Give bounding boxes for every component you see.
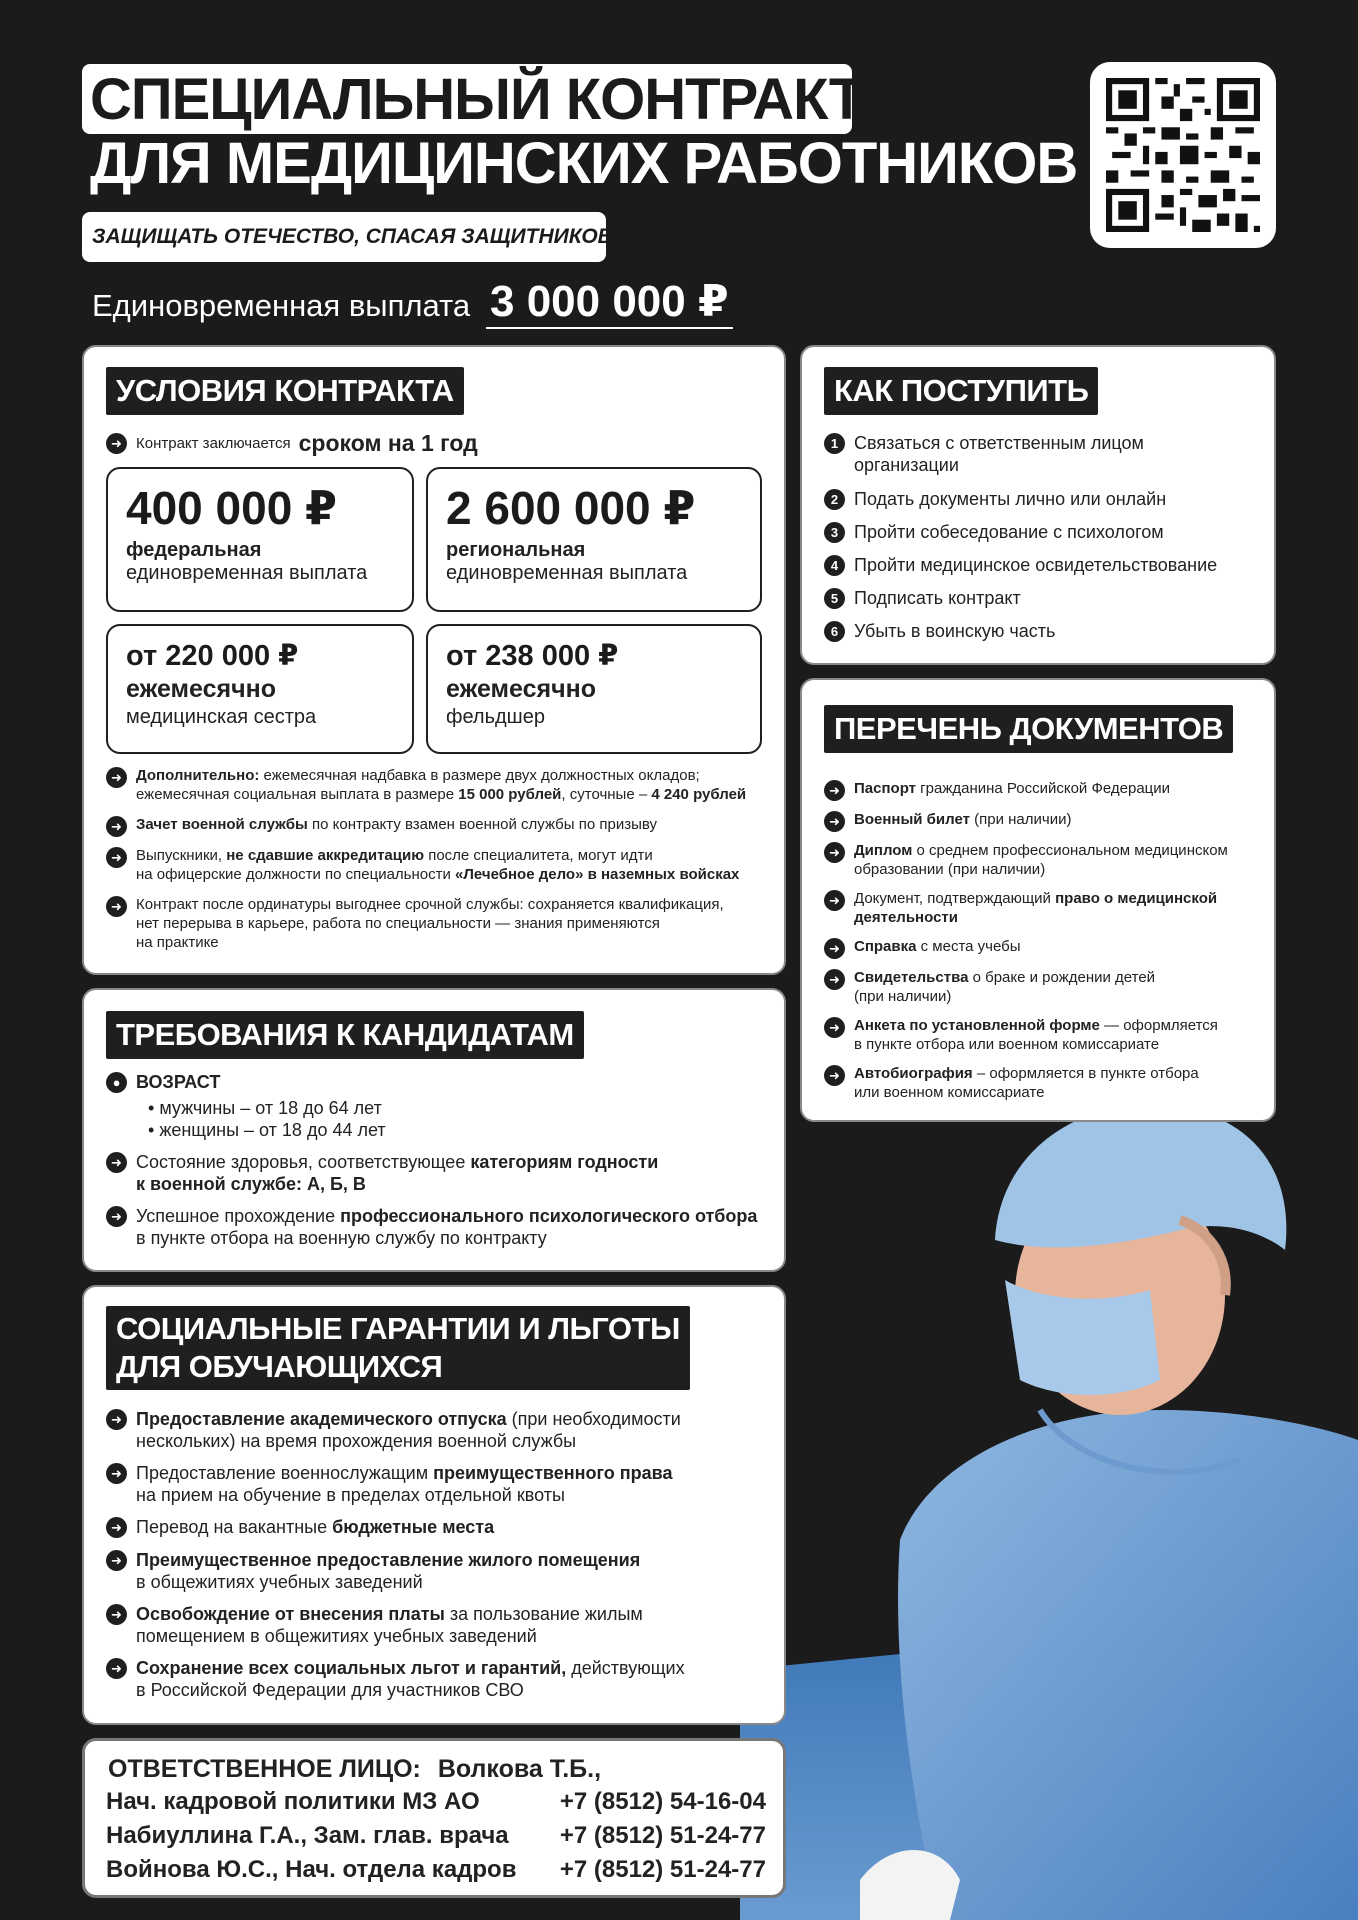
- doc-item: ➜ Военный билет (при наличии): [824, 810, 1264, 832]
- payment-value: 3 000 000 ₽: [486, 276, 733, 329]
- step-4: 4 Пройти медицинское освидетельствование: [824, 554, 1217, 576]
- conditions-title: УСЛОВИЯ КОНТРАКТА: [106, 367, 464, 415]
- social-item: ➜ Сохранение всех социальных льгот и гарантий, действующих в Российской Федерации для участников СВО: [106, 1657, 776, 1701]
- contact-row: Нач. кадровой политики МЗ АО +7 (8512) 54-16-04: [106, 1788, 766, 1815]
- number-4-icon: 4: [824, 555, 845, 576]
- number-5-icon: 5: [824, 588, 845, 609]
- number-2-icon: 2: [824, 489, 845, 510]
- arrow-icon: ➜: [824, 780, 845, 801]
- social-item: ➜ Преимущественное предоставление жилого помещения в общежитиях учебных заведений: [106, 1549, 776, 1593]
- arrow-icon: ➜: [106, 1604, 127, 1625]
- salary-box-paramedic: от 238 000 ₽ ежемесячно фельдшер: [426, 624, 762, 754]
- qr-code-icon: [1106, 78, 1260, 232]
- doc-item: ➜ Анкета по установленной форме — оформляется в пункте отбора или военном комиссариате: [824, 1016, 1264, 1054]
- contacts-heading: ОТВЕТСТВЕННОЕ ЛИЦО: Волкова Т.Б.,: [108, 1755, 602, 1783]
- title-line2: ДЛЯ МЕДИЦИНСКИХ РАБОТНИКОВ: [90, 131, 1078, 196]
- number-3-icon: 3: [824, 522, 845, 543]
- social-item: ➜ Перевод на вакантные бюджетные места: [106, 1516, 776, 1538]
- social-item: ➜ Освобождение от внесения платы за пользование жилым помещением в общежитиях учебных заведений: [106, 1603, 776, 1647]
- doc-item: ➜ Свидетельства о браке и рождении детей (при наличии): [824, 968, 1264, 1006]
- salary-box-nurse: от 220 000 ₽ ежемесячно медицинская сестра: [106, 624, 414, 754]
- arrow-icon: ➜: [106, 1409, 127, 1430]
- contact-row: Набиуллина Г.А., Зам. глав. врача +7 (8512) 51-24-77: [106, 1822, 766, 1849]
- note-residency: ➜ Контракт после ординатуры выгоднее срочной службы: сохраняется квалификация, нет перерыва в карьере, работа по специальности — знания применяются на практике: [106, 895, 776, 952]
- psych-requirement: ➜ Успешное прохождение профессионального психологического отбора в пункте отбора на военную службу по контракту: [106, 1205, 776, 1249]
- social-item: ➜ Предоставление военнослужащим преимущественного права на прием на обучение в пределах отдельной квоты: [106, 1462, 776, 1506]
- arrow-icon: ➜: [106, 433, 127, 454]
- arrow-icon: ➜: [106, 1517, 127, 1538]
- age-women: • женщины – от 18 до 44 лет: [148, 1120, 386, 1140]
- arrow-icon: ➜: [106, 1658, 127, 1679]
- note-graduates: ➜ Выпускники, не сдавшие аккредитацию после специалитета, могут идти на офицерские должности по специальности «Лечебное дело» в наземных войсках: [106, 846, 776, 884]
- step-6: 6 Убыть в воинскую часть: [824, 620, 1055, 642]
- doc-item: ➜ Диплом о среднем профессиональном медицинском образовании (при наличии): [824, 841, 1264, 879]
- social-item: ➜ Предоставление академического отпуска (при необходимости нескольких) на время прохождения военной службы: [106, 1408, 776, 1452]
- how-to-title: КАК ПОСТУПИТЬ: [824, 367, 1098, 415]
- age-heading: ● ВОЗРАСТ: [106, 1071, 220, 1093]
- doc-item: ➜ Паспорт гражданина Российской Федерации: [824, 779, 1264, 801]
- note-additional: ➜ Дополнительно: ежемесячная надбавка в размере двух должностных окладов; ежемесячная социальная выплата в размере 15 000 рублей, суточные – 4 240 рублей: [106, 766, 776, 804]
- title-line1: СПЕЦИАЛЬНЫЙ КОНТРАКТ: [90, 67, 864, 132]
- arrow-icon: ➜: [106, 816, 127, 837]
- step-5: 5 Подписать контракт: [824, 587, 1021, 609]
- contact-row: Войнова Ю.С., Нач. отдела кадров +7 (8512) 51-24-77: [106, 1856, 766, 1883]
- arrow-icon: ➜: [106, 767, 127, 788]
- arrow-icon: ➜: [106, 1206, 127, 1227]
- slogan: ЗАЩИЩАТЬ ОТЕЧЕСТВО, СПАСАЯ ЗАЩИТНИКОВ!: [92, 225, 620, 248]
- payment-label: Единовременная выплата: [92, 288, 471, 323]
- arrow-icon: ➜: [824, 1017, 845, 1038]
- doc-item: ➜ Справка с места учебы: [824, 937, 1264, 959]
- payment-box-regional: 2 600 000 ₽ региональная единовременная выплата: [426, 467, 762, 612]
- note-service-credit: ➜ Зачет военной службы по контракту взамен военной службы по призыву: [106, 815, 776, 837]
- arrow-icon: ➜: [824, 1065, 845, 1086]
- number-1-icon: 1: [824, 433, 845, 454]
- step-2: 2 Подать документы лично или онлайн: [824, 488, 1166, 510]
- arrow-icon: ➜: [106, 847, 127, 868]
- arrow-icon: ➜: [824, 969, 845, 990]
- step-1: 1 Связаться с ответственным лицом организации: [824, 432, 1264, 476]
- contract-term: ➜ Контракт заключается сроком на 1 год: [106, 432, 478, 454]
- age-men: • мужчины – от 18 до 64 лет: [148, 1098, 382, 1118]
- arrow-icon: ➜: [824, 811, 845, 832]
- social-title: СОЦИАЛЬНЫЕ ГАРАНТИИ И ЛЬГОТЫ ДЛЯ ОБУЧАЮЩИХСЯ: [106, 1306, 690, 1390]
- phone-link[interactable]: +7 (8512) 54-16-04: [559, 1788, 766, 1815]
- doc-item: ➜ Документ, подтверждающий право о медицинской деятельности: [824, 889, 1264, 927]
- arrow-icon: ➜: [106, 1463, 127, 1484]
- payment-box-federal: 400 000 ₽ федеральная единовременная выплата: [106, 467, 414, 612]
- phone-link[interactable]: +7 (8512) 51-24-77: [559, 1822, 766, 1849]
- health-requirement: ➜ Состояние здоровья, соответствующее категориям годности к военной службе: А, Б, В: [106, 1151, 766, 1195]
- requirements-title: ТРЕБОВАНИЯ К КАНДИДАТАМ: [106, 1011, 584, 1059]
- arrow-icon: ➜: [824, 842, 845, 863]
- documents-title: ПЕРЕЧЕНЬ ДОКУМЕНТОВ: [824, 705, 1233, 753]
- arrow-icon: ➜: [824, 938, 845, 959]
- doc-item: ➜ Автобиография – оформляется в пункте отбора или военном комиссариате: [824, 1064, 1264, 1102]
- arrow-icon: ➜: [106, 1152, 127, 1173]
- arrow-icon: ➜: [106, 1550, 127, 1571]
- doctor-photo: [740, 1080, 1358, 1920]
- qr-code[interactable]: [1090, 62, 1276, 248]
- number-6-icon: 6: [824, 621, 845, 642]
- person-icon: ●: [106, 1072, 127, 1093]
- step-3: 3 Пройти собеседование с психологом: [824, 521, 1164, 543]
- phone-link[interactable]: +7 (8512) 51-24-77: [559, 1856, 766, 1883]
- arrow-icon: ➜: [824, 890, 845, 911]
- arrow-icon: ➜: [106, 896, 127, 917]
